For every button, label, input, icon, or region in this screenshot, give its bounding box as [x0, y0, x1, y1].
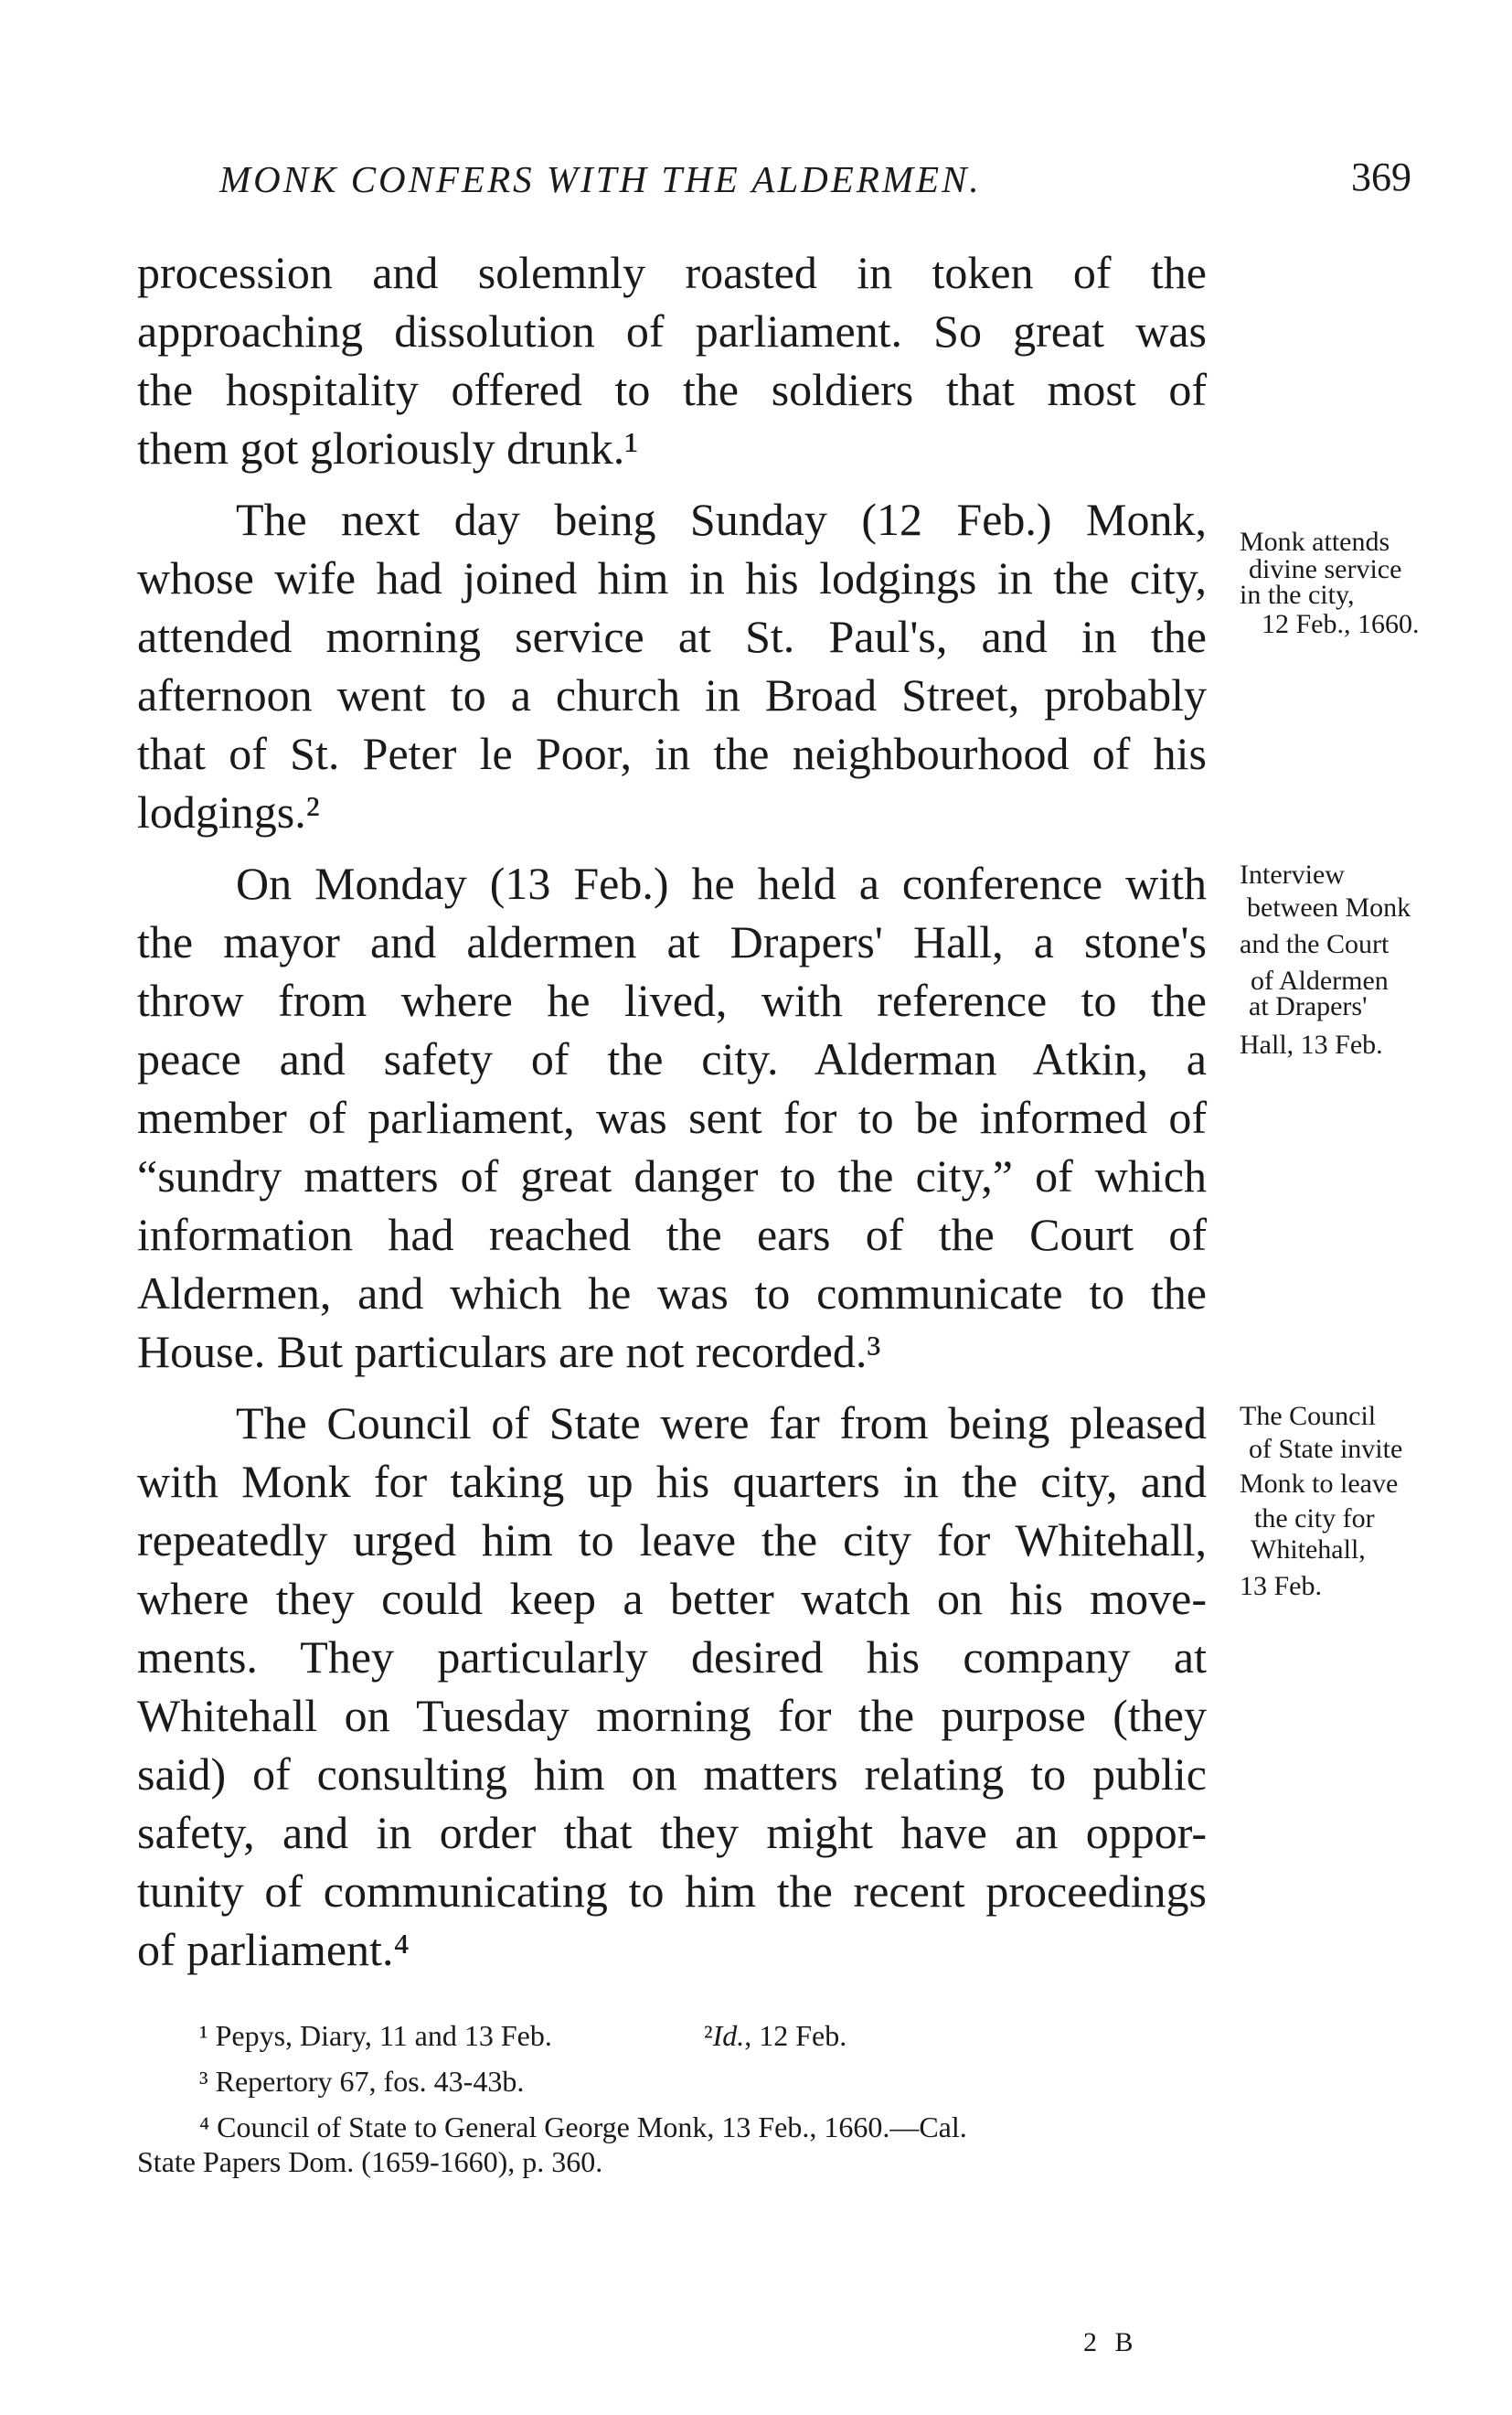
body-line: tunity of communicating to him the recent proceedings	[137, 1865, 1207, 1917]
body-line: Aldermen, and which he was to communicate to the	[137, 1267, 1207, 1319]
margin-note-line: in the city,	[1240, 580, 1355, 610]
margin-note-line: of State invite	[1249, 1434, 1403, 1464]
margin-note-line: the city for	[1254, 1503, 1375, 1533]
body-line: repeatedly urged him to leave the city for Whitehall,	[137, 1514, 1207, 1565]
body-line: afternoon went to a church in Broad Street, probably	[137, 669, 1207, 721]
footnote-2	[704, 2017, 847, 2054]
margin-note-line: Whitehall,	[1251, 1534, 1366, 1565]
footnote-4-line-1: ⁴ Council of State to General George Monk, 13 Feb., 1660.—Cal.	[199, 2110, 967, 2143]
body-line: with Monk for taking up his quarters in the city, and	[137, 1456, 1207, 1507]
margin-note-line: 13 Feb.	[1240, 1571, 1322, 1601]
body-line: that of St. Peter le Poor, in the neighbourhood of his	[137, 728, 1207, 779]
body-line: attended morning service at St. Paul's, and in the	[137, 611, 1207, 662]
body-line: The next day being Sunday (12 Feb.) Monk,	[236, 494, 1207, 545]
margin-note-line: 12 Feb., 1660.	[1262, 609, 1420, 639]
signature-mark: 2 B	[1083, 2327, 1139, 2357]
body-line: of parliament.⁴	[137, 1924, 410, 1975]
body-line: “sundry matters of great danger to the city,” of which	[137, 1150, 1207, 1202]
running-head: MONK CONFERS WITH THE ALDERMEN.	[219, 158, 982, 200]
footnote-2-rest: , 12 Feb.	[744, 2019, 847, 2052]
margin-note-line: at Drapers'	[1249, 991, 1368, 1021]
body-line: ments. They particularly desired his company at	[137, 1631, 1207, 1683]
body-line: throw from where he lived, with reference to the	[137, 975, 1207, 1026]
margin-note-line: Hall, 13 Feb.	[1240, 1030, 1383, 1060]
body-line: lodgings.²	[137, 786, 320, 838]
body-line: The Council of State were far from being pleased	[236, 1397, 1207, 1448]
footnote-2-mark: ²	[704, 2019, 713, 2052]
margin-note-line: and the Court	[1240, 929, 1390, 959]
margin-note-line: between Monk	[1247, 892, 1411, 923]
body-line: said) of consulting him on matters relating to public	[137, 1748, 1207, 1800]
body-line: approaching dissolution of parliament. So great was	[137, 305, 1207, 357]
margin-note-line: Interview	[1240, 860, 1345, 890]
body-line: safety, and in order that they might have an oppor-	[137, 1807, 1207, 1858]
body-line: them got gloriously drunk.¹	[137, 422, 639, 474]
body-line: whose wife had joined him in his lodgings in the city,	[137, 552, 1207, 604]
footnote-4-line-2: State Papers Dom. (1659-1660), p. 360.	[137, 2145, 603, 2178]
margin-note-line: divine service	[1249, 554, 1402, 584]
body-line: House. But particulars are not recorded.³	[137, 1326, 881, 1377]
body-line: procession and solemnly roasted in token of the	[137, 247, 1207, 298]
page-number: 369	[1351, 155, 1411, 199]
body-line: Whitehall on Tuesday morning for the purpose (they	[137, 1690, 1207, 1741]
body-line: member of parliament, was sent for to be informed of	[137, 1092, 1207, 1143]
body-line: the hospitality offered to the soldiers that most of	[137, 364, 1207, 415]
body-line: information had reached the ears of the Court of	[137, 1209, 1207, 1260]
footnote-1: ¹ Pepys, Diary, 11 and 13 Feb.	[199, 2019, 552, 2052]
margin-note-line: of Aldermen	[1251, 966, 1389, 996]
footnote-3: ³ Repertory 67, fos. 43-43b.	[199, 2065, 525, 2098]
margin-note-line: The Council	[1240, 1401, 1377, 1431]
body-line: where they could keep a better watch on his move-	[137, 1573, 1207, 1624]
margin-note-line: Monk to leave	[1240, 1469, 1399, 1499]
body-line: peace and safety of the city. Alderman Atkin, a	[137, 1033, 1207, 1085]
body-line: On Monday (13 Feb.) he held a conference with	[236, 858, 1207, 909]
body-line: the mayor and aldermen at Drapers' Hall, a stone's	[137, 916, 1207, 967]
footnote-2-ref: Id.	[712, 2019, 745, 2052]
margin-note-line: Monk attends	[1240, 527, 1390, 557]
